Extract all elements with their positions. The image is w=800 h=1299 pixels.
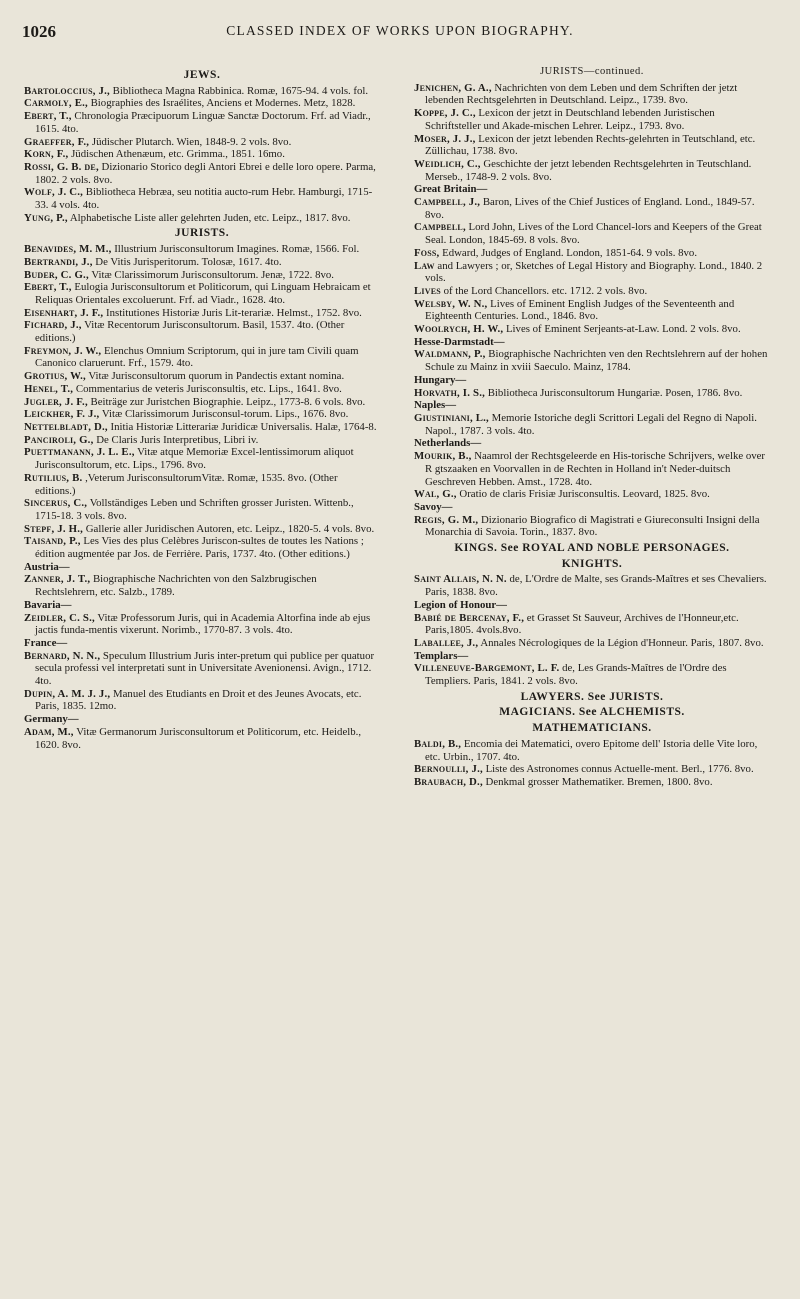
bibliography-entry — [414, 776, 770, 789]
entry-text: Oratio de claris Frisiæ Jurisconsultis. Leovard, 1825. 8vo. — [456, 488, 710, 501]
bibliography-entry — [414, 514, 770, 539]
left-column — [24, 66, 380, 751]
entry-text: Vitæ Professorum Juris, qui in Academia Altorfina inde ab ejus jactis funda-mentis vixerunt. Norimb., 1770-87. 3 vols. 4to. — [35, 611, 371, 637]
entry-text: Encomia dei Matematici, overo Epitome dell' Istoria delle Vite loro, etc. Urbin., 1707. 4to. — [425, 737, 758, 763]
bibliography-entry — [24, 573, 380, 598]
subsection-heading: Austria— — [24, 560, 70, 573]
entry-text: Jüdischer Plutarch. Wien, 1848-9. 2 vols. 8vo. — [89, 135, 292, 148]
entry-author: Buder, C. G., — [24, 268, 89, 281]
entry-text: Lives of Eminent English Judges of the Seventeenth and Eighteenth Centuries. Lond., 1846. 8vo. — [425, 297, 735, 323]
entry-author: Braubach, D., — [414, 775, 483, 788]
entry-author: Nettelbladt, D., — [24, 420, 108, 433]
entry-text: de, L'Ordre de Malte, ses Grands-Maîtres et ses Chevaliers. Paris, 1838. 8vo. — [425, 573, 767, 599]
entry-author: Graeffer, F., — [24, 135, 90, 148]
entry-text: Vitæ Recentorum Jurisconsultorum. Basil, 1537. 4to. (Other editions.) — [35, 319, 345, 345]
subsection-heading: Templars— — [414, 649, 469, 662]
entry-author: Panciroli, G., — [24, 433, 94, 446]
entry-text: Denkmal grosser Mathematiker. Bremen, 1800. 8vo. — [482, 775, 713, 788]
bibliography-entry — [24, 212, 380, 225]
entry-author: Freymon, J. W., — [24, 344, 102, 357]
entry-author: Bernard, N. N., — [24, 649, 101, 662]
bibliography-entry — [24, 523, 380, 536]
page-number: 1026 — [22, 22, 56, 41]
bibliography-entry — [24, 307, 380, 320]
bibliography-entry — [24, 269, 380, 282]
bibliography-entry — [24, 434, 380, 447]
entry-text: Alphabetische Liste aller gelehrten Juden, etc. Leipz., 1817. 8vo. — [67, 211, 351, 224]
bibliography-entry — [24, 650, 380, 688]
bibliography-entry — [24, 85, 380, 98]
bibliography-entry — [24, 161, 380, 186]
section-heading: MATHEMATICIANS. — [532, 722, 652, 735]
entry-text: De Claris Juris Interpretibus, Libri iv. — [93, 433, 259, 446]
entry-author: Yung, P., — [24, 211, 68, 224]
entry-author: Law — [414, 259, 435, 272]
entry-author: Saint Allais, N. N. — [414, 573, 507, 586]
bibliography-entry — [24, 281, 380, 306]
running-title: CLASSED INDEX OF WORKS UPON BIOGRAPHY. — [226, 23, 574, 38]
entry-text: Edward, Judges of England. London, 1851-64. 9 vols. 8vo. — [439, 246, 698, 259]
bibliography-entry — [24, 186, 380, 211]
entry-text: Biographische Nachrichten ven den Rechtslehrern auf der hohen Schule zu Mainz in xviii Saeculo. Mainz, 1784. — [425, 348, 768, 374]
bibliography-entry — [414, 133, 770, 158]
entry-author: Henel, T., — [24, 382, 74, 395]
entry-text: et Grasset St Sauveur, Archives de l'Honneur,etc. Paris,1805. 4vols.8vo. — [425, 611, 739, 637]
entry-text: Biographische Nachrichten von den Salzbrugischen Rechtslehrern, etc. Salzb., 1789. — [35, 573, 317, 599]
entry-author: Stepf, J. H., — [24, 522, 84, 535]
bibliography-entry — [24, 472, 380, 497]
bibliography-entry — [414, 298, 770, 323]
entry-author: Bartoloccius, J., — [24, 84, 110, 97]
entry-author: Ebert, T., — [24, 110, 72, 123]
entry-author: Moser, J. J., — [414, 132, 476, 145]
bibliography-entry — [414, 387, 770, 400]
bibliography-entry — [414, 573, 770, 598]
subsection-heading: Netherlands— — [414, 437, 482, 450]
entry-author: Giustiniani, L., — [414, 411, 489, 424]
entry-text: Eulogia Jurisconsultorum et Politicorum, qui Linguam Hebraicam et Reliquas Orientales excoluerunt. Frf. ad Viadr., 1628. 4to. — [35, 281, 371, 306]
section-heading: LAWYERS. See JURISTS. — [520, 690, 664, 703]
entry-author: Foss, — [414, 246, 440, 259]
subsection-heading: France— — [24, 636, 68, 649]
bibliography-entry — [24, 243, 380, 256]
entry-text: Vitæ Jurisconsultorum quorum in Pandectis extant nomina. — [85, 370, 345, 383]
entry-author: Waldmann, P., — [414, 348, 486, 361]
entry-text: Les Vies des plus Celèbres Juriscon-sultes de toutes les Nations ; édition augmentée par Jos. de Ferrière. Paris, 1737. 4to. (Other editions.) — [35, 535, 364, 561]
entry-text: Jüdischen Athenæum, etc. Grimma., 1851. 16mo. — [68, 148, 285, 161]
subsection-heading: Legion of Honour— — [414, 598, 507, 611]
entry-author: Rossi, G. B. de, — [24, 160, 99, 173]
bibliography-entry — [24, 421, 380, 434]
entry-text: Vitæ atque Memoriæ Excel-lentissimorum aliquot Jurisconsultorum, etc. Lips., 1796. 8vo. — [35, 446, 354, 472]
subsection-heading: Naples— — [414, 399, 456, 412]
entry-text: Naamrol der Rechtsgeleerde en His-torische Schrijvers, welke over R gtszaaken en Voorvallen in de Rechten in Holland in't Neder-duitsch Geschreven Hebben. Amst., 1728. 4to. — [425, 450, 766, 488]
bibliography-entry — [414, 348, 770, 373]
entry-text: Bibliotheca Hebræa, seu notitia aucto-rum Hebr. Hamburgi, 1715-33. 4 vols. 4to. — [35, 186, 373, 212]
bibliography-entry — [24, 370, 380, 383]
entry-author: Dupin, A. M. J. J., — [24, 687, 111, 700]
section-heading: MAGICIANS. See ALCHEMISTS. — [499, 706, 685, 719]
entry-author: Benavides, M. M., — [24, 243, 112, 256]
entry-author: Leickher, F. J., — [24, 408, 100, 421]
bibliography-entry — [24, 97, 380, 110]
entry-text: Vollständiges Leben und Schriften grosser Juristen. Wittenb., 1715-18. 3 vols. 8vo. — [35, 497, 354, 522]
entry-text: Vitæ Clarissimorum Jurisconsul-torum. Lips., 1676. 8vo. — [99, 408, 349, 421]
bibliography-entry — [24, 688, 380, 713]
entry-author: Bertrandi, J., — [24, 255, 93, 268]
entry-author: Zanner, J. T., — [24, 573, 91, 586]
section-heading: JURISTS. — [174, 227, 230, 240]
entry-text: ,Veterum JurisconsultorumVitæ. Romæ, 1535. 8vo. (Other editions.) — [35, 471, 338, 497]
bibliography-entry — [414, 763, 770, 776]
entry-text: Commentarius de veteris Jurisconsultis, etc. Lips., 1641. 8vo. — [73, 382, 342, 395]
entry-text: Elenchus Omnium Scriptorum, qui in jure tam Civili quam Canonico claruerunt. Frf., 1579. 4to. — [35, 344, 359, 370]
entry-author: Welsby, W. N., — [414, 297, 488, 310]
entry-author: Ebert, T., — [24, 281, 72, 294]
bibliography-entry — [24, 345, 380, 370]
bibliography-entry — [414, 285, 770, 298]
subsection-heading: Savoy— — [414, 500, 453, 513]
entry-author: Woolrych, H. W., — [414, 323, 504, 336]
entry-text: Speculum Illustrium Juris inter-pretum qui publice per quatuor secula professi vel interpretati sunt in Universitate Avenionensi. Avign., 1712. 4to. — [35, 649, 375, 688]
bibliography-entry — [24, 535, 380, 560]
entry-author: Weidlich, C., — [414, 157, 481, 170]
bibliography-entry — [24, 612, 380, 637]
right-column — [414, 66, 770, 789]
entry-author: Regis, G. M., — [414, 513, 479, 526]
section-heading: JURISTS—continued. — [540, 66, 644, 77]
subsection-heading: Hesse-Darmstadt— — [414, 335, 505, 348]
entry-text: Lives of Eminent Serjeants-at-Law. Lond. 2 vols. 8vo. — [503, 323, 741, 336]
entry-text: Illustrium Jurisconsultorum Imagines. Romæ, 1566. Fol. — [111, 243, 360, 256]
entry-author: Taisand, P., — [24, 535, 81, 548]
entry-text: Vitæ Clarissimorum Jurisconsultorum. Jenæ, 1722. 8vo. — [88, 268, 334, 281]
entry-author: Bernoulli, J., — [414, 763, 483, 776]
entry-text: Memorie Istoriche degli Scrittori Legali del Regno di Napoli. Napol., 1787. 3 vols. 4to. — [425, 411, 758, 437]
bibliography-entry — [414, 450, 770, 488]
entry-text: Beiträge zur Juristchen Biographie. Leipz., 1773-8. 6 vols. 8vo. — [87, 395, 366, 408]
entry-text: and Lawyers ; or, Sketches of Legal History and Biography. Lond., 1840. 2 vols. — [425, 259, 763, 285]
section-heading: KNIGHTS. — [561, 557, 623, 570]
bibliography-entry — [414, 260, 770, 285]
entry-text: Liste des Astronomes connus Actuelle-ment. Berl., 1776. 8vo. — [482, 763, 754, 776]
entry-text: de, Les Grands-Maîtres de l'Ordre des Templiers. Paris, 1841. 2 vols. 8vo. — [425, 662, 727, 688]
bibliography-entry — [414, 158, 770, 183]
bibliography-entry — [24, 256, 380, 269]
entry-author: Eisenhart, J. F., — [24, 306, 104, 319]
entry-author: Korn, F., — [24, 148, 69, 161]
entry-text: Geschichte der jetzt lebenden Rechtsgelehrten in Teutschland. Merseb., 1748-9. 2 vols. 8vo. — [425, 157, 752, 183]
bibliography-entry — [24, 408, 380, 421]
entry-author: Adam, M., — [24, 725, 74, 738]
entry-author: Campbell, — [414, 221, 466, 234]
entry-text: Gallerie aller Juridischen Autoren, etc. Leipz., 1820-5. 4 vols. 8vo. — [83, 522, 375, 535]
bibliography-entry — [414, 738, 770, 763]
subsection-heading: Great Britain— — [414, 183, 488, 196]
bibliography-entry — [414, 107, 770, 132]
entry-author: Lives — [414, 284, 441, 297]
entry-text: Vitæ Germanorum Jurisconsultorum et Politicorum, etc. Heidelb., 1620. 8vo. — [35, 725, 362, 751]
bibliography-entry — [24, 148, 380, 161]
bibliography-entry — [24, 136, 380, 149]
bibliography-entry — [414, 196, 770, 221]
bibliography-entry — [414, 637, 770, 650]
bibliography-entry — [24, 726, 380, 751]
entry-text: Bibliotheca Magna Rabbinica. Romæ, 1675-94. 4 vols. fol. — [109, 84, 369, 97]
entry-author: Campbell, J., — [414, 196, 481, 209]
entry-text: Nachrichten von dem Leben und dem Schriften der jetzt lebenden Rechtsgelehrten in Deutschland. Leipz., 1739. 8vo. — [425, 81, 738, 107]
bibliography-entry — [24, 497, 380, 522]
entry-author: Puettmanann, J. L. E., — [24, 446, 135, 459]
entry-author: Laballee, J., — [414, 636, 479, 649]
entry-text: Bibliotheca Jurisconsultorum Hungariæ. Posen, 1786. 8vo. — [485, 386, 743, 399]
entry-text: Chronologia Præcipuorum Linguæ Sanctæ Doctorum. Frf. ad Viadr., 1615. 4to. — [35, 110, 371, 135]
bibliography-entry — [414, 488, 770, 501]
entry-text: Dizionario Biografico di Magistrati e Giureconsulti Insigni della Monarchia di Savoia. Torin., 1837. 8vo. — [425, 513, 760, 539]
bibliography-entry — [24, 383, 380, 396]
entry-text: Annales Nécrologiques de la Légion d'Honneur. Paris, 1807. 8vo. — [478, 636, 764, 649]
entry-text: Dizionario Storico degli Antori Ebrei e delle loro opere. Parma, 1802. 2 vols. 8vo. — [35, 160, 376, 186]
bibliography-entry — [414, 221, 770, 246]
entry-text: of the Lord Chancellors. etc. 1712. 2 vols. 8vo. — [440, 284, 648, 297]
entry-author: Mourik, B., — [414, 450, 472, 463]
entry-author: Villeneuve-Bargemont, L. F. — [414, 662, 560, 675]
entry-author: Babié de Bercenay, F., — [414, 611, 525, 624]
entry-author: Rutilius, B. — [24, 471, 83, 484]
entry-author: Jenichen, G. A., — [414, 81, 492, 94]
bibliography-entry — [24, 446, 380, 471]
entry-author: Baldi, B., — [414, 737, 462, 750]
bibliography-entry — [414, 612, 770, 637]
bibliography-entry — [414, 662, 770, 687]
bibliography-entry — [414, 323, 770, 336]
bibliography-entry — [24, 319, 380, 344]
entry-text: Lord John, Lives of the Lord Chancel-lors and Keepers of the Great Seal. London, 1845-69. 8 vols. 8vo. — [425, 221, 762, 247]
bibliography-entry — [24, 110, 380, 135]
entry-author: Fichard, J., — [24, 319, 82, 332]
entry-author: Carmoly, E., — [24, 97, 88, 110]
entry-author: Zeidler, C. S., — [24, 611, 95, 624]
entry-author: Horvath, I. S., — [414, 386, 486, 399]
entry-text: Baron, Lives of the Chief Justices of England. Lond., 1849-57. 8vo. — [425, 196, 755, 221]
bibliography-entry — [414, 82, 770, 107]
entry-text: De Vitis Jurisperitorum. Tolosæ, 1617. 4to. — [92, 255, 282, 268]
entry-text: Initia Historiæ Litterariæ Juridicæ Universalis. Halæ, 1764-8. — [107, 420, 377, 433]
entry-author: Sincerus, C., — [24, 497, 88, 510]
bibliography-entry — [414, 412, 770, 437]
entry-text: Lexicon der jetzt in Deutschland lebenden Juristischen Schriftsteller und Akade-mischen Lehrer. Leipz., 1793. 8vo. — [425, 107, 715, 132]
page-header — [22, 22, 778, 44]
entry-text: Institutiones Historiæ Juris Lit-terariæ. Helmst., 1752. 8vo. — [103, 306, 362, 319]
entry-author: Wal, G., — [414, 488, 457, 501]
entry-text: Biographies des Israélites, Anciens et Modernes. Metz, 1828. — [87, 97, 356, 110]
entry-author: Grotius, W., — [24, 370, 86, 383]
entry-author: Wolf, J. C., — [24, 186, 84, 199]
entry-text: Manuel des Etudiants en Droit et des Jeunes Avocats, etc. Paris, 1835. 12mo. — [35, 687, 362, 713]
entry-author: Jugler, J. F., — [24, 395, 88, 408]
entry-author: Koppe, J. C., — [414, 107, 476, 120]
bibliography-entry — [24, 396, 380, 409]
section-heading: JEWS. — [183, 69, 221, 81]
subsection-heading: Bavaria— — [24, 598, 72, 611]
entry-text: Lexicon der jetzt lebenden Rechts-gelehrten in Teutschland, etc. Züllichau, 1738. 8vo. — [425, 132, 756, 158]
subsection-heading: Germany— — [24, 713, 79, 726]
section-heading: KINGS. See ROYAL AND NOBLE PERSONAGES. — [454, 542, 730, 555]
bibliography-entry — [414, 247, 770, 260]
subsection-heading: Hungary— — [414, 373, 467, 386]
